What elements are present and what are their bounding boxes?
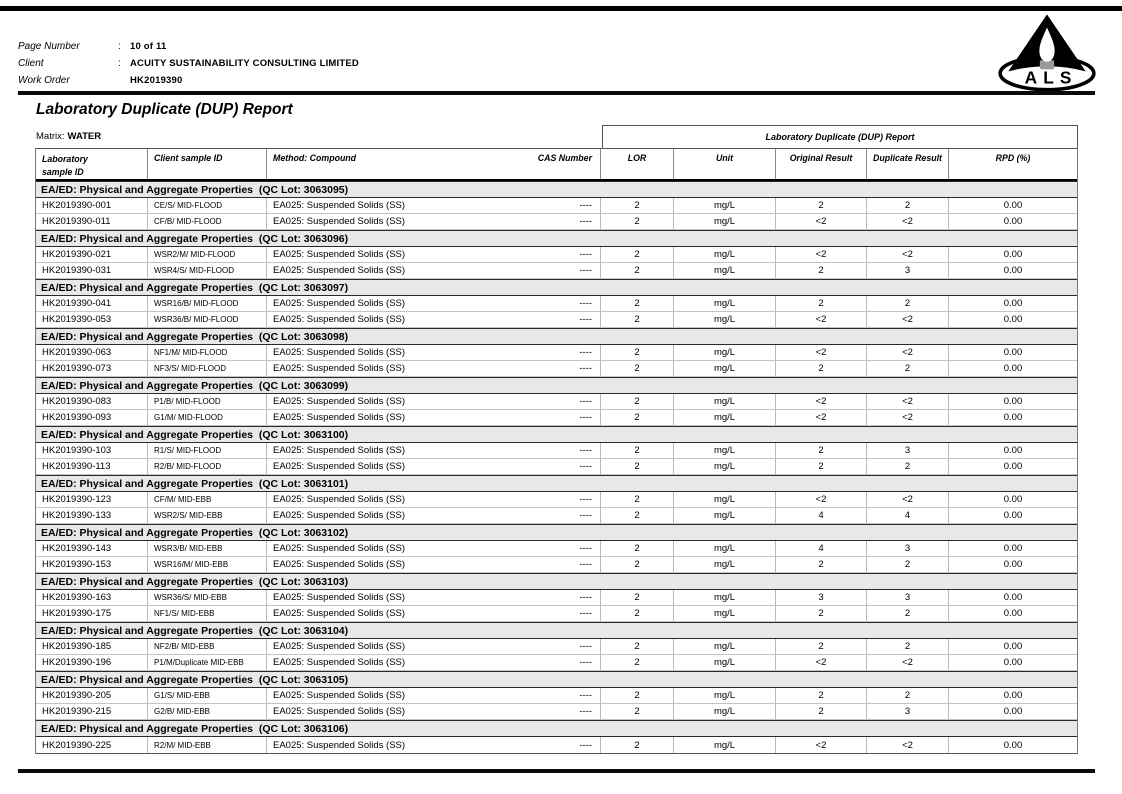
method-compound-cell: EA025: Suspended Solids (SS) — [273, 396, 406, 407]
cas-number-cell: ---- — [482, 459, 601, 474]
col-header-client-sample-id: Client sample ID — [148, 149, 267, 179]
method-compound-cell: EA025: Suspended Solids (SS) — [273, 363, 406, 374]
client-sample-id-cell: R2/M/ MID-EBB — [148, 737, 267, 753]
client-sample-id-cell: CF/M/ MID-EBB — [148, 492, 267, 507]
top-black-bar — [0, 6, 1122, 11]
unit-cell: mg/L — [674, 247, 776, 262]
lab-sample-id-cell: HK2019390-093 — [36, 410, 148, 425]
original-result-cell: 2 — [776, 688, 867, 703]
qc-lot-section-header: EA/ED: Physical and Aggregate Properties (QC Lot: 3063105) — [36, 671, 1077, 688]
cas-number-cell: ---- — [482, 312, 601, 327]
client-row — [18, 55, 359, 72]
qc-lot-section-header: EA/ED: Physical and Aggregate Properties (QC Lot: 3063100) — [36, 426, 1077, 443]
cas-number-cell: ---- — [482, 263, 601, 278]
original-result-cell: 2 — [776, 296, 867, 311]
cas-number-cell: ---- — [482, 214, 601, 229]
cas-number-cell: ---- — [482, 410, 601, 425]
lab-sample-id-cell: HK2019390-163 — [36, 590, 148, 605]
rpd-cell: 0.00 — [1003, 314, 1023, 325]
duplicate-result-cell: 4 — [867, 508, 949, 523]
client-sample-id-cell: NF2/B/ MID-EBB — [148, 639, 267, 654]
rpd-cell: 0.00 — [1003, 249, 1023, 260]
sample-row — [36, 590, 1077, 606]
lor-cell: 2 — [601, 296, 674, 311]
original-result-cell: <2 — [776, 247, 867, 262]
lor-cell: 2 — [601, 688, 674, 703]
duplicate-result-cell: 3 — [867, 590, 949, 605]
method-compound-cell: EA025: Suspended Solids (SS) — [273, 314, 406, 325]
cas-number-cell: ---- — [482, 296, 601, 311]
sample-row — [36, 639, 1077, 655]
footer-rule — [18, 769, 1095, 773]
rpd-cell: 0.00 — [1003, 592, 1023, 603]
dup-report-table — [35, 125, 1078, 754]
sample-row — [36, 214, 1077, 230]
lab-sample-id-cell: HK2019390-011 — [36, 214, 148, 229]
lab-sample-id-cell: HK2019390-031 — [36, 263, 148, 278]
sample-row — [36, 312, 1077, 328]
sample-row — [36, 198, 1077, 214]
original-result-cell: <2 — [776, 737, 867, 753]
als-logo — [992, 12, 1102, 92]
lab-sample-id-cell: HK2019390-063 — [36, 345, 148, 360]
page-number-row — [18, 38, 359, 55]
duplicate-result-cell: 2 — [867, 198, 949, 213]
method-compound-cell: EA025: Suspended Solids (SS) — [273, 298, 406, 309]
client-sample-id-cell: WSR16/M/ MID-EBB — [148, 557, 267, 572]
matrix-label: Matrix: — [36, 131, 65, 142]
method-compound-cell: EA025: Suspended Solids (SS) — [273, 690, 406, 701]
method-compound-cell: EA025: Suspended Solids (SS) — [273, 706, 406, 717]
client-sample-id-cell: CE/S/ MID-FLOOD — [148, 198, 267, 213]
original-result-cell: 2 — [776, 557, 867, 572]
unit-cell: mg/L — [674, 214, 776, 229]
duplicate-result-cell: 3 — [867, 541, 949, 556]
qc-lot-section-header: EA/ED: Physical and Aggregate Properties (QC Lot: 3063102) — [36, 524, 1077, 541]
duplicate-result-cell: 2 — [867, 459, 949, 474]
client-sample-id-cell: NF3/S/ MID-FLOOD — [148, 361, 267, 376]
duplicate-result-cell: 2 — [867, 361, 949, 376]
col-header-rpd: RPD (%) — [995, 153, 1031, 163]
cas-number-cell: ---- — [482, 361, 601, 376]
method-compound-cell: EA025: Suspended Solids (SS) — [273, 249, 406, 260]
report-title: Laboratory Duplicate (DUP) Report — [36, 101, 293, 118]
rpd-cell: 0.00 — [1003, 396, 1023, 407]
method-compound-cell: EA025: Suspended Solids (SS) — [273, 445, 406, 456]
lor-cell: 2 — [601, 394, 674, 409]
span-header-row — [35, 125, 1078, 148]
cas-number-cell: ---- — [482, 492, 601, 507]
unit-cell: mg/L — [674, 590, 776, 605]
client-sample-id-cell: R1/S/ MID-FLOOD — [148, 443, 267, 458]
qc-lot-section-header: EA/ED: Physical and Aggregate Properties (QC Lot: 3063103) — [36, 573, 1077, 590]
client-sample-id-cell: P1/M/Duplicate MID-EBB — [148, 655, 267, 670]
original-result-cell: <2 — [776, 312, 867, 327]
span-header-spacer — [35, 125, 602, 148]
col-header-cas-number: CAS Number — [482, 149, 601, 179]
client-sample-id-cell: WSR3/B/ MID-EBB — [148, 541, 267, 556]
lab-sample-id-cell: HK2019390-103 — [36, 443, 148, 458]
rpd-cell: 0.00 — [1003, 461, 1023, 472]
sample-row — [36, 737, 1077, 753]
method-compound-cell: EA025: Suspended Solids (SS) — [273, 494, 406, 505]
lab-sample-id-cell: HK2019390-073 — [36, 361, 148, 376]
method-compound-cell: EA025: Suspended Solids (SS) — [273, 641, 406, 652]
work-order-row — [18, 72, 359, 89]
unit-cell: mg/L — [674, 198, 776, 213]
cas-number-cell: ---- — [482, 198, 601, 213]
original-result-cell: <2 — [776, 655, 867, 670]
lor-cell: 2 — [601, 410, 674, 425]
cas-number-cell: ---- — [482, 704, 601, 719]
matrix-value: WATER — [67, 131, 102, 142]
cas-number-cell: ---- — [482, 655, 601, 670]
lor-cell: 2 — [601, 557, 674, 572]
lor-cell: 2 — [601, 263, 674, 278]
duplicate-result-cell: 3 — [867, 263, 949, 278]
sample-row — [36, 606, 1077, 622]
duplicate-result-cell: <2 — [867, 247, 949, 262]
lab-sample-id-cell: HK2019390-053 — [36, 312, 148, 327]
client-sample-id-cell: G1/M/ MID-FLOOD — [148, 410, 267, 425]
letterhead — [18, 38, 359, 89]
unit-cell: mg/L — [674, 508, 776, 523]
sample-row — [36, 688, 1077, 704]
table-header-row — [36, 149, 1077, 181]
client-sample-id-cell: G2/B/ MID-EBB — [148, 704, 267, 719]
sample-row — [36, 459, 1077, 475]
rpd-cell: 0.00 — [1003, 559, 1023, 570]
original-result-cell: 3 — [776, 590, 867, 605]
unit-cell: mg/L — [674, 492, 776, 507]
table-main — [35, 148, 1078, 754]
unit-cell: mg/L — [674, 655, 776, 670]
method-compound-cell: EA025: Suspended Solids (SS) — [273, 592, 406, 603]
client-sample-id-cell: CF/B/ MID-FLOOD — [148, 214, 267, 229]
rpd-cell: 0.00 — [1003, 657, 1023, 668]
lor-cell: 2 — [601, 312, 674, 327]
unit-cell: mg/L — [674, 459, 776, 474]
client-label: Client — [18, 58, 44, 69]
duplicate-result-cell: <2 — [867, 655, 949, 670]
method-compound-cell: EA025: Suspended Solids (SS) — [273, 265, 406, 276]
rpd-cell: 0.00 — [1003, 216, 1023, 227]
svg-text:ALS: ALS — [1024, 67, 1078, 88]
rpd-cell: 0.00 — [1003, 363, 1023, 374]
original-result-cell: <2 — [776, 345, 867, 360]
lab-sample-id-cell: HK2019390-225 — [36, 737, 148, 753]
client-sample-id-cell: WSR36/B/ MID-FLOOD — [148, 312, 267, 327]
sample-row — [36, 443, 1077, 459]
cas-number-cell: ---- — [482, 606, 601, 621]
work-order-label: Work Order — [18, 75, 70, 86]
separator: : — [118, 58, 121, 69]
lab-sample-id-cell: HK2019390-205 — [36, 688, 148, 703]
original-result-cell: 2 — [776, 606, 867, 621]
lab-sample-id-cell: HK2019390-185 — [36, 639, 148, 654]
client-sample-id-cell: NF1/S/ MID-EBB — [148, 606, 267, 621]
rpd-cell: 0.00 — [1003, 494, 1023, 505]
sample-row — [36, 492, 1077, 508]
qc-lot-section-header: EA/ED: Physical and Aggregate Properties (QC Lot: 3063106) — [36, 720, 1077, 737]
cas-number-cell: ---- — [482, 590, 601, 605]
lor-cell: 2 — [601, 508, 674, 523]
unit-cell: mg/L — [674, 737, 776, 753]
rpd-cell: 0.00 — [1003, 298, 1023, 309]
method-compound-cell: EA025: Suspended Solids (SS) — [273, 657, 406, 668]
lab-sample-id-cell: HK2019390-113 — [36, 459, 148, 474]
rpd-cell: 0.00 — [1003, 739, 1023, 751]
sample-row — [36, 557, 1077, 573]
duplicate-result-cell: <2 — [867, 214, 949, 229]
qc-lot-section-header: EA/ED: Physical and Aggregate Properties (QC Lot: 3063101) — [36, 475, 1077, 492]
method-compound-cell: EA025: Suspended Solids (SS) — [273, 739, 406, 751]
page-number-value: 10 of 11 — [130, 41, 167, 52]
rpd-cell: 0.00 — [1003, 608, 1023, 619]
original-result-cell: <2 — [776, 394, 867, 409]
qc-lot-section-header: EA/ED: Physical and Aggregate Properties (QC Lot: 3063104) — [36, 622, 1077, 639]
unit-cell: mg/L — [674, 410, 776, 425]
original-result-cell: 2 — [776, 443, 867, 458]
lor-cell: 2 — [601, 361, 674, 376]
cas-number-cell: ---- — [482, 394, 601, 409]
original-result-cell: 2 — [776, 198, 867, 213]
unit-cell: mg/L — [674, 688, 776, 703]
rpd-cell: 0.00 — [1003, 347, 1023, 358]
original-result-cell: <2 — [776, 492, 867, 507]
sample-row — [36, 655, 1077, 671]
unit-cell: mg/L — [674, 361, 776, 376]
cas-number-cell: ---- — [482, 345, 601, 360]
client-sample-id-cell: R2/B/ MID-FLOOD — [148, 459, 267, 474]
col-header-original-result: Original Result — [776, 149, 867, 179]
unit-cell: mg/L — [674, 263, 776, 278]
cas-number-cell: ---- — [482, 737, 601, 753]
sample-row — [36, 410, 1077, 426]
rpd-cell: 0.00 — [1003, 265, 1023, 276]
unit-cell: mg/L — [674, 312, 776, 327]
lab-sample-id-cell: HK2019390-041 — [36, 296, 148, 311]
unit-cell: mg/L — [674, 296, 776, 311]
duplicate-result-cell: <2 — [867, 394, 949, 409]
lor-cell: 2 — [601, 443, 674, 458]
lor-cell: 2 — [601, 590, 674, 605]
duplicate-result-cell: 2 — [867, 606, 949, 621]
rpd-cell: 0.00 — [1003, 543, 1023, 554]
rpd-cell: 0.00 — [1003, 641, 1023, 652]
lor-cell: 2 — [601, 214, 674, 229]
unit-cell: mg/L — [674, 345, 776, 360]
original-result-cell: 2 — [776, 704, 867, 719]
cas-number-cell: ---- — [482, 508, 601, 523]
client-value: ACUITY SUSTAINABILITY CONSULTING LIMITED — [130, 58, 359, 69]
span-header-title: Laboratory Duplicate (DUP) Report — [602, 125, 1078, 148]
lab-sample-id-cell: HK2019390-133 — [36, 508, 148, 523]
unit-cell: mg/L — [674, 557, 776, 572]
sample-row — [36, 394, 1077, 410]
cas-number-cell: ---- — [482, 639, 601, 654]
duplicate-result-cell: <2 — [867, 312, 949, 327]
method-compound-cell: EA025: Suspended Solids (SS) — [273, 559, 406, 570]
lor-cell: 2 — [601, 606, 674, 621]
duplicate-result-cell: 2 — [867, 557, 949, 572]
lor-cell: 2 — [601, 541, 674, 556]
unit-cell: mg/L — [674, 704, 776, 719]
qc-lot-section-header: EA/ED: Physical and Aggregate Properties (QC Lot: 3063098) — [36, 328, 1077, 345]
original-result-cell: <2 — [776, 214, 867, 229]
client-sample-id-cell: WSR2/S/ MID-EBB — [148, 508, 267, 523]
lor-cell: 2 — [601, 704, 674, 719]
original-result-cell: 2 — [776, 361, 867, 376]
lor-cell: 2 — [601, 492, 674, 507]
cas-number-cell: ---- — [482, 557, 601, 572]
original-result-cell: 2 — [776, 263, 867, 278]
qc-lot-section-header: EA/ED: Physical and Aggregate Properties (QC Lot: 3063099) — [36, 377, 1077, 394]
col-header-duplicate-result: Duplicate Result — [867, 149, 949, 179]
client-sample-id-cell: WSR2/M/ MID-FLOOD — [148, 247, 267, 262]
client-sample-id-cell: WSR36/S/ MID-EBB — [148, 590, 267, 605]
duplicate-result-cell: 3 — [867, 443, 949, 458]
client-sample-id-cell: P1/B/ MID-FLOOD — [148, 394, 267, 409]
duplicate-result-cell: <2 — [867, 492, 949, 507]
rpd-cell: 0.00 — [1003, 200, 1023, 211]
cas-number-cell: ---- — [482, 443, 601, 458]
rpd-cell: 0.00 — [1003, 510, 1023, 521]
col-header-lab-line2: sample ID — [42, 166, 84, 177]
lor-cell: 2 — [601, 655, 674, 670]
sample-row — [36, 247, 1077, 263]
duplicate-result-cell: <2 — [867, 737, 949, 753]
sample-row — [36, 704, 1077, 720]
method-compound-cell: EA025: Suspended Solids (SS) — [273, 347, 406, 358]
client-sample-id-cell: G1/S/ MID-EBB — [148, 688, 267, 703]
rpd-cell: 0.00 — [1003, 412, 1023, 423]
rpd-cell: 0.00 — [1003, 690, 1023, 701]
method-compound-cell: EA025: Suspended Solids (SS) — [273, 200, 406, 211]
lab-sample-id-cell: HK2019390-143 — [36, 541, 148, 556]
lor-cell: 2 — [601, 459, 674, 474]
duplicate-result-cell: 2 — [867, 639, 949, 654]
sample-row — [36, 541, 1077, 557]
unit-cell: mg/L — [674, 443, 776, 458]
client-sample-id-cell: NF1/M/ MID-FLOOD — [148, 345, 267, 360]
duplicate-result-cell: 3 — [867, 704, 949, 719]
qc-lot-section-header: EA/ED: Physical and Aggregate Properties (QC Lot: 3063095) — [36, 181, 1077, 198]
unit-cell: mg/L — [674, 606, 776, 621]
original-result-cell: 2 — [776, 459, 867, 474]
unit-cell: mg/L — [674, 639, 776, 654]
duplicate-result-cell: 2 — [867, 688, 949, 703]
lor-cell: 2 — [601, 198, 674, 213]
client-sample-id-cell: WSR16/B/ MID-FLOOD — [148, 296, 267, 311]
method-compound-cell: EA025: Suspended Solids (SS) — [273, 461, 406, 472]
sample-row — [36, 361, 1077, 377]
lor-cell: 2 — [601, 639, 674, 654]
page-number-label: Page Number — [18, 41, 80, 52]
lor-cell: 2 — [601, 345, 674, 360]
lab-sample-id-cell: HK2019390-123 — [36, 492, 148, 507]
als-logo-icon — [992, 12, 1102, 92]
lor-cell: 2 — [601, 247, 674, 262]
sample-row — [36, 345, 1077, 361]
original-result-cell: 4 — [776, 508, 867, 523]
table-body — [36, 181, 1077, 753]
unit-cell: mg/L — [674, 394, 776, 409]
original-result-cell: <2 — [776, 410, 867, 425]
separator: : — [118, 41, 121, 52]
cas-number-cell: ---- — [482, 247, 601, 262]
rpd-cell: 0.00 — [1003, 706, 1023, 717]
sample-row — [36, 263, 1077, 279]
lab-sample-id-cell: HK2019390-083 — [36, 394, 148, 409]
original-result-cell: 2 — [776, 639, 867, 654]
lab-sample-id-cell: HK2019390-153 — [36, 557, 148, 572]
original-result-cell: 4 — [776, 541, 867, 556]
duplicate-result-cell: <2 — [867, 345, 949, 360]
method-compound-cell: EA025: Suspended Solids (SS) — [273, 412, 406, 423]
lor-cell: 2 — [601, 737, 674, 753]
lab-sample-id-cell: HK2019390-175 — [36, 606, 148, 621]
cas-number-cell: ---- — [482, 688, 601, 703]
method-compound-cell: EA025: Suspended Solids (SS) — [273, 608, 406, 619]
col-header-unit: Unit — [674, 149, 776, 179]
lab-sample-id-cell: HK2019390-196 — [36, 655, 148, 670]
method-compound-cell: EA025: Suspended Solids (SS) — [273, 543, 406, 554]
sample-row — [36, 296, 1077, 312]
col-header-lab-line1: Laboratory — [42, 154, 88, 164]
duplicate-result-cell: 2 — [867, 296, 949, 311]
work-order-value: HK2019390 — [130, 75, 183, 86]
duplicate-result-cell: <2 — [867, 410, 949, 425]
unit-cell: mg/L — [674, 541, 776, 556]
method-compound-cell: EA025: Suspended Solids (SS) — [273, 216, 406, 227]
qc-lot-section-header: EA/ED: Physical and Aggregate Properties (QC Lot: 3063096) — [36, 230, 1077, 247]
lab-sample-id-cell: HK2019390-021 — [36, 247, 148, 262]
method-compound-cell: EA025: Suspended Solids (SS) — [273, 510, 406, 521]
client-sample-id-cell: WSR4/S/ MID-FLOOD — [148, 263, 267, 278]
sample-row — [36, 508, 1077, 524]
col-header-laboratory-sample-id — [36, 149, 148, 179]
col-header-lor: LOR — [601, 149, 674, 179]
qc-lot-section-header: EA/ED: Physical and Aggregate Properties (QC Lot: 3063097) — [36, 279, 1077, 296]
cas-number-cell: ---- — [482, 541, 601, 556]
rpd-cell: 0.00 — [1003, 445, 1023, 456]
col-header-method-compound: Method: Compound — [273, 153, 357, 163]
letterhead-divider-rule — [18, 91, 1095, 95]
lab-sample-id-cell: HK2019390-001 — [36, 198, 148, 213]
lab-sample-id-cell: HK2019390-215 — [36, 704, 148, 719]
